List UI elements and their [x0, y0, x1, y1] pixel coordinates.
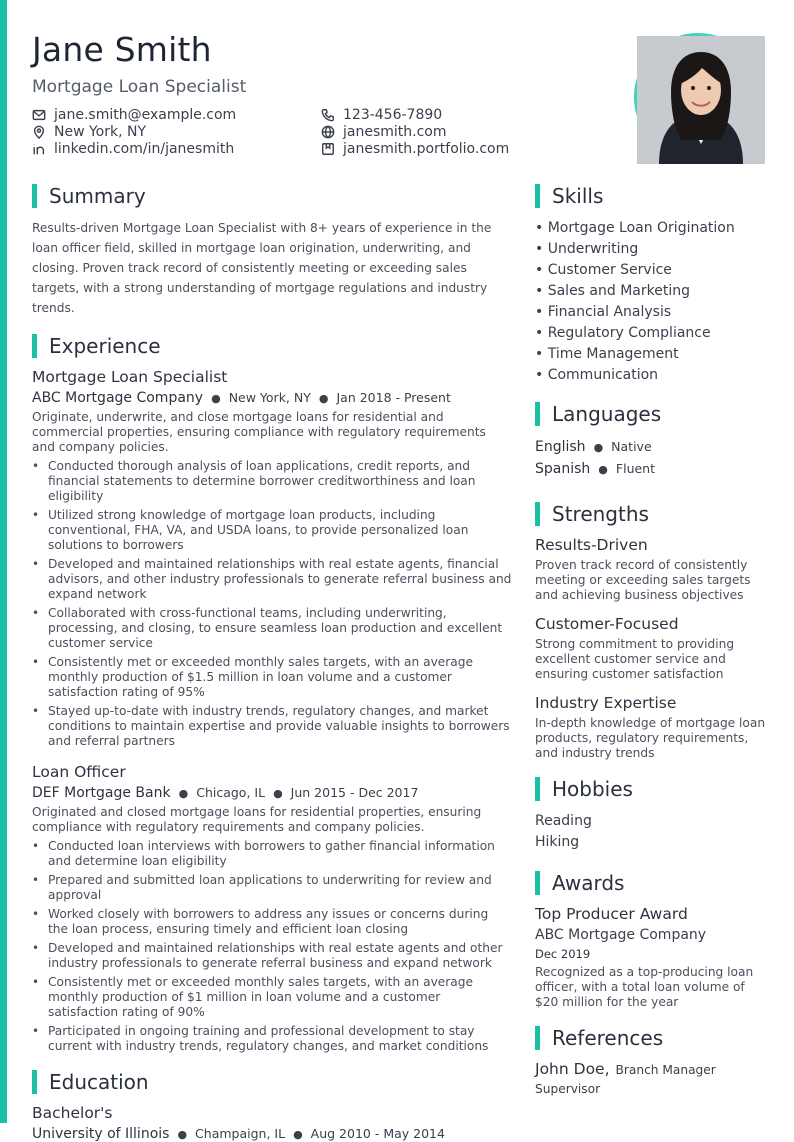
experience-heading-text: Experience — [49, 334, 161, 358]
skill-item: • Customer Service — [535, 262, 672, 278]
heading-accent — [535, 1026, 540, 1050]
language-item: English ● Native — [535, 439, 652, 455]
portfolio-icon — [321, 142, 335, 156]
skill-item: • Communication — [535, 367, 659, 383]
award-text: Recognized as a top-producing loan officer, with a total loan volume of $20 million for the year — [535, 965, 754, 1009]
list-item: • Developed and maintained relationships with real estate agents and other industry professionals to generate referral business and expand network — [32, 941, 512, 971]
strength-item — [535, 536, 767, 603]
award-org: ABC Mortgage Company — [535, 927, 707, 943]
skill-item: • Mortgage Loan Origination — [535, 220, 735, 236]
degree: Bachelor's — [32, 1104, 113, 1122]
job-bullets — [32, 459, 512, 749]
languages-section — [535, 402, 767, 480]
award-date: Dec 2019 — [535, 947, 591, 961]
reference-item — [535, 1060, 767, 1078]
main-column — [32, 184, 512, 1142]
skill-item: • Underwriting — [535, 241, 639, 257]
summary-heading — [32, 184, 512, 208]
side-column — [535, 184, 767, 1096]
job-entry — [32, 763, 512, 1054]
strength-item — [535, 615, 767, 682]
list-item: • Collaborated with cross-functional teams, including underwriting, processing, and closing, to ensure seamless loan production and excellent customer service — [32, 606, 512, 651]
education-heading — [32, 1070, 512, 1094]
job-dates: Jan 2018 - Present — [336, 390, 451, 405]
awards-heading — [535, 871, 767, 895]
location-icon — [32, 125, 46, 139]
resume-header — [32, 30, 592, 157]
accent-bar — [0, 0, 7, 1123]
strength-title: Results-Driven — [535, 536, 648, 554]
contact-location — [32, 124, 146, 140]
job-meta: DEF Mortgage Bank ● Chicago, IL ● Jun 2015 - Dec 2017 — [32, 785, 419, 801]
candidate-title: Mortgage Loan Specialist — [32, 77, 247, 97]
references-heading-text: References — [552, 1026, 664, 1050]
list-item: • Participated in ongoing training and professional development to stay current with industry trends, regulatory changes, and market conditions — [32, 1024, 512, 1054]
skill-item: • Sales and Marketing — [535, 283, 690, 299]
languages-heading-text: Languages — [552, 402, 662, 426]
references-heading — [535, 1026, 767, 1050]
heading-accent — [535, 402, 540, 426]
school-location: Champaign, IL — [195, 1126, 286, 1141]
job-bullets — [32, 839, 512, 1054]
list-item: • Conducted loan interviews with borrowers to gather financial information and determine loan eligibility — [32, 839, 512, 869]
experience-heading — [32, 334, 512, 358]
job-location: New York, NY — [228, 390, 311, 405]
summary-heading-text: Summary — [49, 184, 146, 208]
award-title: Top Producer Award — [535, 905, 688, 923]
strength-title: Customer-Focused — [535, 615, 679, 633]
strength-text: In-depth knowledge of mortgage loan products, regulatory requirements, and industry trends — [535, 716, 766, 760]
reference-name: John Doe, — [535, 1060, 610, 1078]
contact-portfolio[interactable] — [321, 141, 509, 157]
job-description: Originated and closed mortgage loans for residential properties, ensuring compliance with regulatory requirements and company policies. — [32, 805, 482, 834]
list-item: • Utilized strong knowledge of mortgage loan products, including conventional, FHA, VA, and USDA loans, to provide personalized loan solutions to borrowers — [32, 508, 512, 553]
languages-heading — [535, 402, 767, 426]
job-dates: Jun 2015 - Dec 2017 — [290, 785, 419, 800]
portfolio-text: janesmith.portfolio.com — [343, 141, 510, 157]
strengths-section — [535, 502, 767, 761]
strengths-heading-text: Strengths — [552, 502, 649, 526]
globe-icon — [321, 125, 335, 139]
heading-accent — [535, 871, 540, 895]
heading-accent — [535, 777, 540, 801]
language-name: Spanish — [535, 461, 591, 477]
location-text: New York, NY — [54, 124, 147, 140]
strength-item — [535, 694, 767, 761]
list-item: • Developed and maintained relationships with real estate agents, financial advisors, and other industry professionals to generate referral business and expand network — [32, 557, 512, 602]
contact-phone[interactable] — [321, 107, 442, 123]
strength-title: Industry Expertise — [535, 694, 677, 712]
job-company: DEF Mortgage Bank — [32, 785, 171, 801]
contact-email[interactable] — [32, 107, 236, 123]
heading-accent — [32, 1070, 37, 1094]
phone-icon — [321, 108, 335, 122]
contact-linkedin[interactable] — [32, 141, 234, 157]
heading-accent — [535, 502, 540, 526]
candidate-name: Jane Smith — [32, 30, 212, 69]
profile-photo — [634, 33, 762, 161]
education-dates: Aug 2010 - May 2014 — [310, 1126, 445, 1141]
job-company: ABC Mortgage Company — [32, 390, 204, 406]
list-item: • Consistently met or exceeded monthly sales targets, with an average monthly production of $1 million in loan volume and a customer satisfaction rating of 90% — [32, 975, 512, 1020]
language-name: English — [535, 439, 586, 455]
strength-text: Strong commitment to providing excellent customer service and ensuring customer satisfaction — [535, 637, 735, 681]
email-text: jane.smith@example.com — [54, 107, 237, 123]
skill-item: • Time Management — [535, 346, 679, 362]
list-item: • Stayed up-to-date with industry trends, regulatory changes, and market conditions to maintain expertise and provide valuable insights to borrowers and referral partners — [32, 704, 512, 749]
language-item: Spanish ● Fluent — [535, 461, 656, 477]
summary-section — [32, 184, 512, 318]
list-item: • Worked closely with borrowers to address any issues or concerns during the loan process, ensuring timely and efficient loan closing — [32, 907, 512, 937]
skills-section — [535, 184, 767, 386]
mail-icon — [32, 108, 46, 122]
language-level: Native — [611, 439, 652, 454]
language-level: Fluent — [615, 461, 656, 476]
contact-website[interactable] — [321, 124, 447, 140]
skill-item: • Regulatory Compliance — [535, 325, 711, 341]
skills-heading — [535, 184, 767, 208]
heading-accent — [535, 184, 540, 208]
phone-text: 123-456-7890 — [343, 107, 443, 123]
hobby-item: Reading — [535, 813, 592, 829]
strength-text: Proven track record of consistently meeting or exceeding sales targets and achieving business objectives — [535, 558, 751, 602]
website-text: janesmith.com — [343, 124, 447, 140]
education-meta: University of Illinois ● Champaign, IL ● Aug 2010 - May 2014 — [32, 1126, 445, 1142]
job-title: Mortgage Loan Specialist — [32, 368, 228, 386]
job-entry — [32, 368, 512, 749]
list-item: • Prepared and submitted loan applications to underwriting for review and approval — [32, 873, 512, 903]
hobbies-heading-text: Hobbies — [552, 777, 633, 801]
list-item: • Consistently met or exceeded monthly sales targets, with an average monthly production of $1.5 million in loan volume and a customer satisfaction rating of 95% — [32, 655, 512, 700]
summary-text: Results-driven Mortgage Loan Specialist with 8+ years of experience in the loan officer field, skilled in mortgage loan origination, underwriting, and closing. Proven track record of consistently meeting or exceeding sales targets, with a strong understanding of mortgage regulations and industry trends. — [32, 221, 492, 315]
reference-role: Branch Manager — [615, 1063, 716, 1077]
strengths-heading — [535, 502, 767, 526]
school: University of Illinois — [32, 1126, 170, 1142]
job-description: Originate, underwrite, and close mortgage loans for residential and commercial properties, ensuring compliance with regulatory requirements and company policies. — [32, 410, 486, 454]
reference-relation: Supervisor — [535, 1082, 601, 1096]
profile-photo-image — [637, 36, 765, 164]
job-meta: ABC Mortgage Company ● New York, NY ● Jan 2018 - Present — [32, 390, 451, 406]
references-section — [535, 1026, 767, 1096]
heading-accent — [32, 184, 37, 208]
experience-section — [32, 334, 512, 1054]
linkedin-text: linkedin.com/in/janesmith — [54, 141, 235, 157]
skill-item: • Financial Analysis — [535, 304, 672, 320]
hobbies-section — [535, 777, 767, 853]
awards-section — [535, 871, 767, 1010]
hobbies-heading — [535, 777, 767, 801]
hobby-item: Hiking — [535, 834, 580, 850]
job-location: Chicago, IL — [196, 785, 266, 800]
awards-heading-text: Awards — [552, 871, 625, 895]
education-heading-text: Education — [49, 1070, 149, 1094]
education-section — [32, 1070, 512, 1142]
skills-heading-text: Skills — [552, 184, 604, 208]
heading-accent — [32, 334, 37, 358]
list-item: • Conducted thorough analysis of loan applications, credit reports, and financial statements to determine borrower creditworthiness and loan eligibility — [32, 459, 512, 504]
linkedin-icon — [32, 142, 46, 156]
job-title: Loan Officer — [32, 763, 126, 781]
